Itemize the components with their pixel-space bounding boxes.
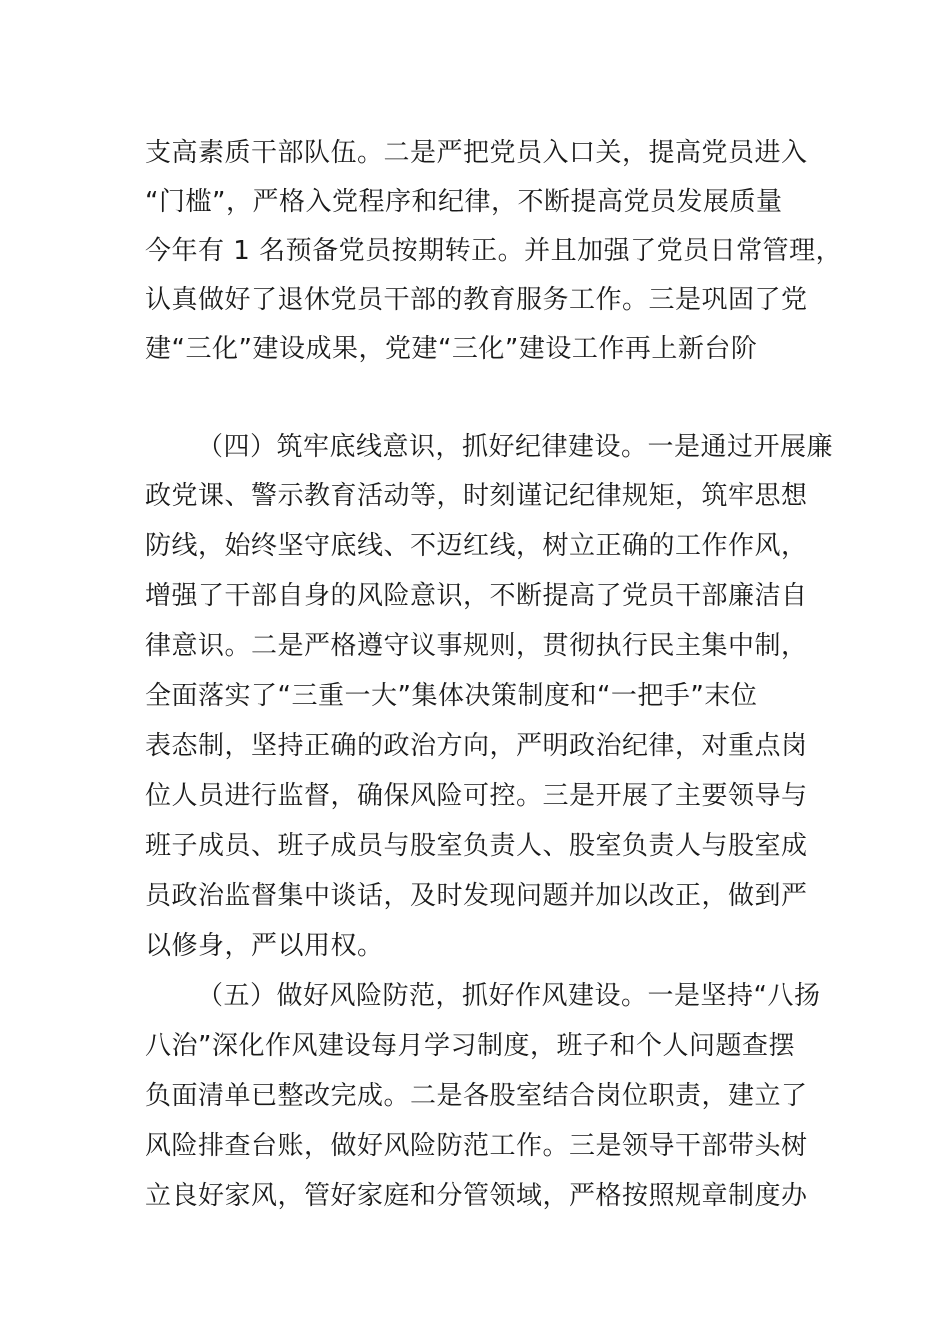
text-line: 立良好家风，管好家庭和分管领域，严格按照规章制度办 (145, 1181, 808, 1211)
text-line: 位人员进行监督，确保风险可控。三是开展了主要领导与 (145, 781, 808, 811)
text-line: 全面落实了“三重一大”集体决策制度和“一把手”末位 (145, 681, 758, 711)
text-line: 八治”深化作风建设每月学习制度，班子和个人问题查摆 (145, 1031, 795, 1061)
text-line: 认真做好了退休党员干部的教育服务工作。三是巩固了党 (145, 285, 808, 315)
text-line: 今年有 1 名预备党员按期转正。并且加强了党员日常管理， (145, 236, 843, 266)
text-line: 支高素质干部队伍。二是严把党员入口关，提高党员进入 (145, 138, 808, 168)
text-line: 以修身，严以用权。 (145, 931, 384, 961)
text-line: 班子成员、班子成员与股室负责人、股室负责人与股室成 (145, 831, 808, 861)
text-line: 风险排查台账，做好风险防范工作。三是领导干部带头树 (145, 1131, 808, 1161)
text-line: 政党课、警示教育活动等，时刻谨记纪律规矩，筑牢思想 (145, 481, 808, 511)
text-line: 表态制，坚持正确的政治方向，严明政治纪律，对重点岗 (145, 731, 808, 761)
text-line: 员政治监督集中谈话，及时发现问题并加以改正，做到严 (145, 881, 808, 911)
text-line: 防线，始终坚守底线、不迈红线，树立正确的工作作风， (145, 531, 808, 561)
text-line: 建“三化”建设成果，党建“三化”建设工作再上新台阶 (145, 334, 758, 364)
paragraph-heading-line: （四）筑牢底线意识，抓好纪律建设。一是通过开展廉 (197, 432, 834, 462)
text-line: 律意识。二是严格遵守议事规则，贯彻执行民主集中制， (145, 631, 808, 661)
paragraph-heading-line: （五）做好风险防范，抓好作风建设。一是坚持“八扬 (197, 981, 821, 1011)
text-line: 负面清单已整改完成。二是各股室结合岗位职责，建立了 (145, 1081, 808, 1111)
text-line: “门槛”，严格入党程序和纪律，不断提高党员发展质量 (145, 187, 783, 217)
text-line: 增强了干部自身的风险意识，不断提高了党员干部廉洁自 (145, 581, 808, 611)
